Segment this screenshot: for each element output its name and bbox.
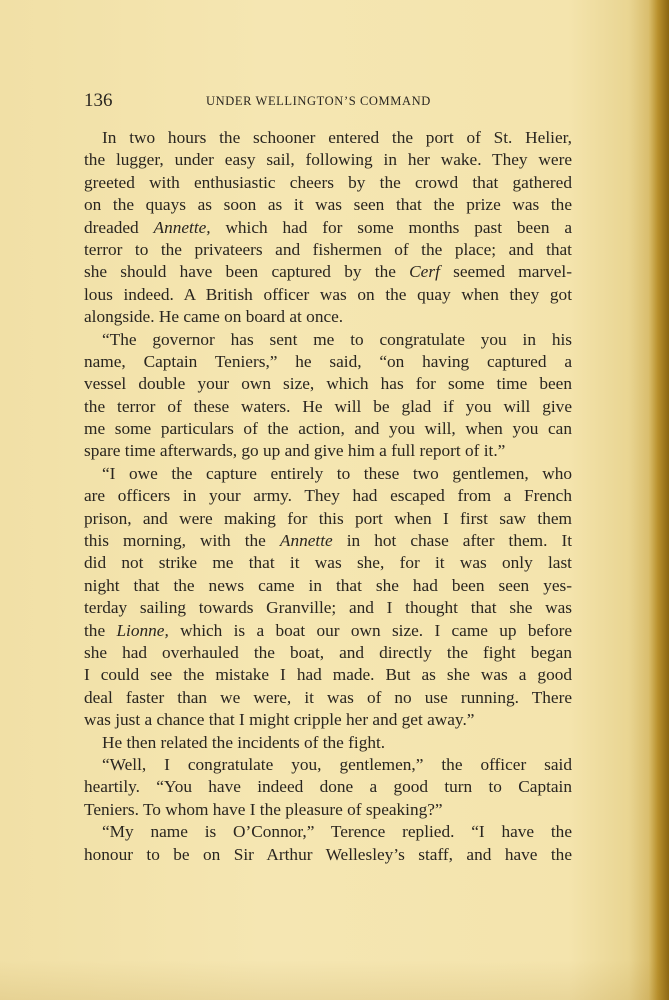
- text-segment: alongside. He came on board at once.: [84, 307, 344, 327]
- text-line: [84, 127, 572, 149]
- text-line: [84, 440, 572, 462]
- text-line: [84, 373, 572, 395]
- text-line: [84, 732, 572, 754]
- text-segment: greeted with enthusiastic cheers by the crowd that gathered: [84, 172, 572, 192]
- text-segment: did not strike me that it was she, for it was only last: [84, 553, 572, 573]
- text-segment: In two hours the schooner entered the port of St. Helier,: [102, 128, 572, 147]
- text-line: [84, 284, 572, 306]
- text-line: [84, 351, 572, 373]
- text-line: [84, 217, 572, 239]
- text-segment: lous indeed. A British officer was on the quay when they got: [84, 284, 572, 304]
- body-text: [84, 127, 572, 866]
- text-segment: in hot chase after them. It: [332, 531, 572, 551]
- running-head: [84, 88, 572, 114]
- text-segment: honour to be on Sir Arthur Wellesley’s staff, and have the: [84, 844, 572, 864]
- text-segment: “Well, I congratulate you, gentlemen,” the officer said: [102, 754, 572, 774]
- text-line: [84, 664, 572, 686]
- text-segment: deal faster than we were, it was of no use running. There: [84, 687, 572, 707]
- text-segment: prison, and were making for this port when I first saw them: [84, 508, 572, 528]
- text-segment: on the quays as soon as it was seen that the prize was the: [84, 195, 572, 215]
- text-segment: I could see the mistake I had made. But as she was a good: [84, 665, 572, 685]
- page-edge: [649, 0, 669, 1000]
- text-line: [84, 687, 572, 709]
- text-line: [84, 620, 572, 642]
- text-line: [84, 844, 572, 866]
- text-segment: which is a boat our own size. I came up before: [168, 620, 572, 640]
- text-line: [84, 799, 572, 821]
- text-line: [84, 194, 572, 216]
- text-segment: she should have been captured by the: [84, 262, 410, 282]
- running-title: UNDER WELLINGTON’S COMMAND: [206, 94, 431, 108]
- text-line: [84, 463, 572, 485]
- text-segment: He then related the incidents of the fight.: [102, 732, 386, 752]
- text-segment: dreaded: [84, 217, 154, 237]
- text-line: [84, 821, 572, 843]
- italic-ship-name: Cerf: [409, 262, 440, 282]
- page-number: 136: [84, 90, 113, 111]
- italic-ship-name: Annette: [279, 531, 333, 551]
- text-line: [84, 306, 572, 328]
- text-segment: this morning, with the: [84, 531, 280, 551]
- text-segment: terday sailing towards Granville; and I thought that she was: [84, 598, 572, 618]
- text-segment: she had overhauled the boat, and directly the fight began: [84, 642, 572, 662]
- text-line: [84, 776, 572, 798]
- text-line: [84, 239, 572, 261]
- text-line: [84, 552, 572, 574]
- text-line: [84, 172, 572, 194]
- text-line: [84, 149, 572, 171]
- text-line: [84, 597, 572, 619]
- text-segment: the terror of these waters. He will be glad if you will give: [84, 396, 572, 416]
- text-line: [84, 418, 572, 440]
- text-line: [84, 530, 572, 552]
- text-line: [84, 485, 572, 507]
- text-segment: Teniers. To whom have I the pleasure of speaking?”: [84, 799, 443, 819]
- text-segment: night that the news came in that she had been seen yes-: [84, 575, 572, 595]
- text-segment: terror to the privateers and fishermen of the place; and that: [84, 239, 572, 259]
- text-segment: are officers in your army. They had escaped from a French: [84, 486, 572, 506]
- text-segment: “My name is O’Connor,” Terence replied. “I have the: [102, 822, 572, 842]
- text-line: [84, 329, 572, 351]
- text-segment: “I owe the capture entirely to these two gentlemen, who: [102, 463, 572, 483]
- text-segment: was just a chance that I might cripple her and get away.”: [84, 710, 475, 730]
- text-segment: which had for some months past been a: [210, 217, 572, 237]
- text-segment: name, Captain Teniers,” he said, “on having captured a: [84, 351, 572, 371]
- text-segment: vessel double your own size, which has for some time been: [84, 374, 572, 394]
- text-segment: seemed marvel-: [439, 262, 572, 282]
- text-line: [84, 396, 572, 418]
- text-line: [84, 261, 572, 283]
- text-segment: spare time afterwards, go up and give him a full report of it.”: [84, 441, 506, 461]
- text-segment: me some particulars of the action, and you will, when you can: [84, 419, 572, 439]
- italic-ship-name: Annette,: [153, 217, 211, 237]
- text-segment: the lugger, under easy sail, following in her wake. They were: [84, 150, 572, 170]
- italic-ship-name: Lionne,: [116, 620, 169, 640]
- text-line: [84, 709, 572, 731]
- text-segment: the: [84, 620, 117, 640]
- text-line: [84, 754, 572, 776]
- text-line: [84, 508, 572, 530]
- text-line: [84, 575, 572, 597]
- page-shade: [0, 960, 669, 1000]
- text-line: [84, 642, 572, 664]
- text-segment: heartily. “You have indeed done a good turn to Captain: [84, 777, 572, 797]
- text-segment: “The governor has sent me to congratulate you in his: [102, 329, 572, 349]
